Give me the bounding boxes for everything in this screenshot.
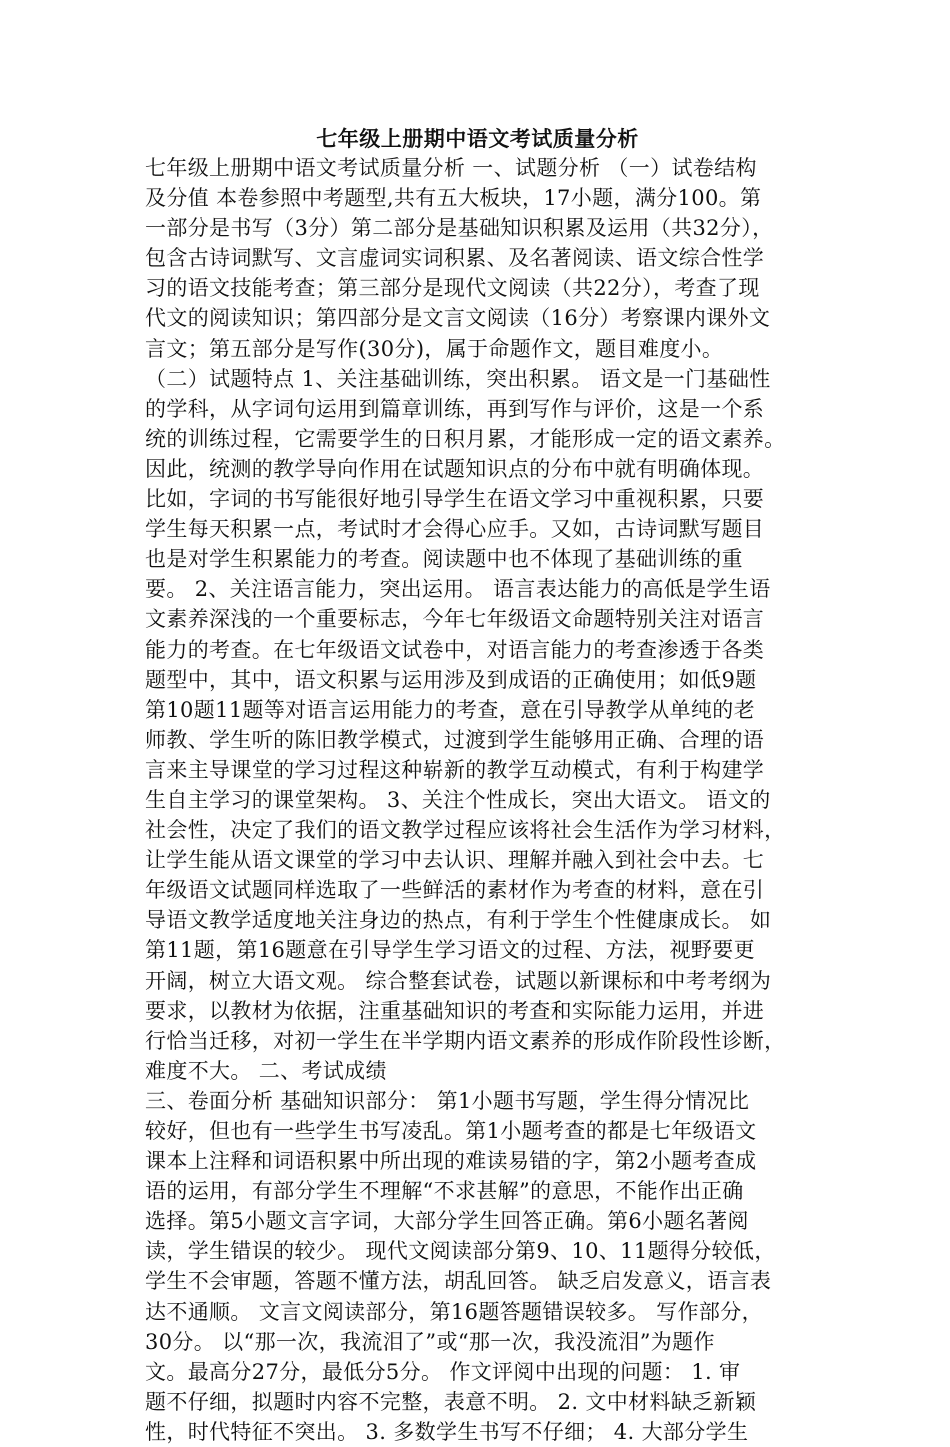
text-line: 社会性，决定了我们的语文教学过程应该将社会生活作为学习材料，	[145, 818, 786, 843]
text-line: 开阔，树立大语文观。 综合整套试卷，试题以新课标和中考考纲为	[145, 968, 772, 993]
text-line: 学生每天积累一点，考试时才会得心应手。又如，古诗词默写题目	[145, 517, 765, 542]
document-page	[145, 124, 810, 1447]
text-line: 要。 2、关注语言能力，突出运用。 语言表达能力的高低是学生语	[145, 577, 771, 602]
text-line: 及分值 本卷参照中考题型,共有五大板块，17小题，满分100。第	[145, 186, 762, 211]
text-line: 行恰当迁移，对初一学生在半学期内语文素养的形成作阶段性诊断，	[145, 1028, 786, 1053]
text-line: 第11题，第16题意在引导学生学习语文的过程、方法，视野要更	[145, 938, 755, 963]
text-line: 题型中，其中，语文积累与运用涉及到成语的正确使用；如低9题	[145, 667, 757, 692]
text-line: 选择。第5小题文言字词，大部分学生回答正确。第6小题名著阅	[145, 1209, 749, 1234]
text-line: 要求，以教材为依据，注重基础知识的考查和实际能力运用，并进	[145, 998, 765, 1023]
text-line: 比如，字词的书写能很好地引导学生在语文学习中重视积累，只要	[145, 487, 765, 512]
text-line: 也是对学生积累能力的考查。阅读题中也不体现了基础训练的重	[145, 547, 743, 572]
text-line: 题不仔细，拟题时内容不完整，表意不明。 2. 文中材料缺乏新颖	[145, 1389, 757, 1414]
text-line: 语的运用，有部分学生不理解“不求甚解”的意思，不能作出正确	[145, 1179, 744, 1204]
text-line: （二）试题特点 1、关注基础训练，突出积累。 语文是一门基础性	[145, 366, 771, 391]
text-line: 达不通顺。 文言文阅读部分，第16题答题错误较多。 写作部分，	[145, 1299, 763, 1324]
text-line: 师教、学生听的陈旧教学模式，过渡到学生能够用正确、合理的语	[145, 727, 765, 752]
text-line: 七年级上册期中语文考试质量分析 一、试题分析 （一）试卷结构	[145, 156, 757, 180]
text-line: 的学科，从字词句运用到篇章训练，再到写作与评价，这是一个系	[145, 396, 765, 421]
text-line: 难度不大。 二、考试成绩	[145, 1058, 387, 1083]
text-line: 让学生能从语文课堂的学习中去认识、理解并融入到社会中去。七	[145, 848, 765, 873]
text-line: 第10题11题等对语言运用能力的考查，意在引导教学从单纯的老	[145, 697, 755, 722]
text-line: 习的语文技能考查；第三部分是现代文阅读（共22分），考查了现	[145, 276, 760, 301]
text-line: 一部分是书写（3分）第二部分是基础知识积累及运用（共32分），	[145, 216, 774, 241]
document-title: 七年级上册期中语文考试质量分析	[316, 126, 639, 151]
text-line: 三、卷面分析 基础知识部分： 第1小题书写题，学生得分情况比	[145, 1088, 750, 1113]
text-line: 性，时代特征不突出。 3. 多数学生书写不仔细； 4. 大部分学生	[145, 1419, 749, 1444]
text-line: 生自主学习的课堂架构。 3、关注个性成长，突出大语文。 语文的	[145, 787, 771, 812]
document-body	[145, 153, 810, 1447]
text-line: 学生不会审题，答题不懂方法，胡乱回答。 缺乏启发意义，语言表	[145, 1269, 772, 1294]
text-line: 文素养深浅的一个重要标志，今年七年级语文命题特别关注对语言	[145, 607, 765, 632]
text-line: 言来主导课堂的学习过程这种崭新的教学互动模式，有利于构建学	[145, 757, 765, 782]
text-line: 统的训练过程，它需要学生的日积月累，才能形成一定的语文素养。	[145, 426, 786, 451]
text-line: 较好，但也有一些学生书写凌乱。第1小题考查的都是七年级语文	[145, 1119, 757, 1143]
text-line: 言文；第五部分是写作(30分)，属于命题作文，题目难度小。	[145, 336, 724, 361]
text-line: 30分。 以“那一次，我流泪了”或“那一次，我没流泪”为题作	[145, 1329, 715, 1354]
text-line: 年级语文试题同样选取了一些鲜活的素材作为考查的材料，意在引	[145, 878, 765, 903]
text-line: 能力的考查。在七年级语文试卷中，对语言能力的考查渗透于各类	[145, 637, 765, 662]
text-line: 课本上注释和词语积累中所出现的难读易错的字，第2小题考查成	[145, 1149, 757, 1174]
text-line: 因此，统测的教学导向作用在试题知识点的分布中就有明确体现。	[145, 456, 765, 481]
text-line: 读，学生错误的较少。 现代文阅读部分第9、10、11题得分较低，	[145, 1239, 776, 1264]
text-line: 导语文教学适度地关注身边的热点，有利于学生个性健康成长。 如	[145, 908, 772, 933]
text-line: 代文的阅读知识；第四部分是文言文阅读（16分）考察课内课外文	[145, 306, 771, 331]
text-line: 文。最高分27分，最低分5分。 作文评阅中出现的问题： 1. 审	[145, 1359, 741, 1384]
text-line: 包含古诗词默写、文言虚词实词积累、及名著阅读、语文综合性学	[145, 246, 765, 271]
